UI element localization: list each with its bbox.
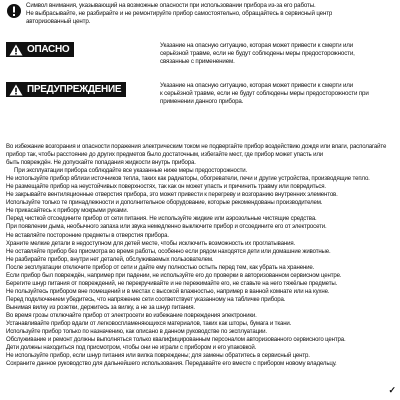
warning-triangle-icon bbox=[9, 44, 23, 56]
instruction-line: Не закрывайте вентиляционные отверстия прибора, это может привести к перегреву и возгоранию внутренних элементов. bbox=[6, 191, 338, 199]
warning-line: Указание на опасную ситуацию, которая может привести к смерти или bbox=[160, 82, 354, 89]
instruction-line: прибор так, чтобы расстояние до других предметов было достаточным, избегайте мест, где прибор может упасть или bbox=[6, 151, 324, 159]
instruction-line: Берегите шнур питания от повреждений, не перекручивайте и не пережимайте его, не ставьте на него тяжёлые предметы. bbox=[6, 279, 338, 287]
instruction-line: Дети должны находиться под присмотром, чтобы они не играли с прибором и его упаковкой. bbox=[6, 344, 257, 352]
intro-line: авторизованный центр. bbox=[26, 18, 91, 25]
instruction-line: Не используйте прибор, если шнур питания или вилка повреждены; для замены обратитесь в сервисный центр. bbox=[6, 352, 310, 360]
danger-line: серьёзной травме, если не будут соблюдены меры предосторожности, bbox=[160, 50, 355, 57]
instruction-line: Во время грозы отключайте прибор от электросети во избежание повреждения электроники. bbox=[6, 311, 257, 319]
intro-notice bbox=[6, 2, 394, 26]
warning-line: к серьёзной травме, если не будут соблюдены меры предосторожности при bbox=[160, 90, 369, 97]
instruction-line: Используйте только те принадлежности и дополнительное оборудование, которые рекомендованы производителем. bbox=[6, 199, 323, 207]
instruction-line: Во избежание возгорания и опасности поражения электрическим током не подвергайте прибор воздействию дождя или влаги, располагайте bbox=[6, 143, 387, 150]
exclamation-circle-icon bbox=[6, 3, 22, 19]
warning-triangle-icon bbox=[9, 84, 23, 96]
danger-text bbox=[160, 42, 355, 66]
danger-label-text: ОПАСНО bbox=[27, 44, 70, 55]
instruction-line: Не вставляйте посторонние предметы в отверстия прибора. bbox=[6, 231, 169, 239]
instruction-line: Не прикасайтесь к прибору мокрыми руками. bbox=[6, 207, 129, 215]
warning-block bbox=[6, 82, 394, 105]
instruction-line: Не используйте прибор вблизи источников тепла, таких как радиаторы, обогреватели, печи и другие устройства, производящие тепло. bbox=[6, 175, 370, 183]
instruction-line: Обслуживание и ремонт должны выполняться только квалифицированным персоналом авторизованного сервисного центра. bbox=[6, 336, 346, 344]
safety-instructions bbox=[6, 143, 392, 368]
instruction-line: Не разбирайте прибор, внутри нет деталей, обслуживаемых пользователем. bbox=[6, 255, 214, 263]
danger-label bbox=[6, 42, 74, 57]
instruction-line: Сохраните данное руководство для дальнейшего использования. Передавайте его вместе с прибором новому владельцу. bbox=[6, 360, 337, 368]
instruction-line: Не размещайте прибор на неустойчивых поверхностях, так как он может упасть и причинить травму или повредиться. bbox=[6, 183, 326, 191]
instruction-line: Вынимая вилку из розетки, держитесь за вилку, а не за шнур питания. bbox=[6, 303, 195, 311]
instruction-line: После эксплуатации отключите прибор от сети и дайте ему полностью остыть перед тем, как убрать на хранение. bbox=[6, 263, 315, 271]
instruction-line: Устанавливайте прибор вдали от легковоспламеняющихся материалов, таких как шторы, бумага и ткани. bbox=[6, 320, 292, 328]
warning-label-text: ПРЕДУПРЕЖДЕНИЕ bbox=[27, 84, 122, 95]
instruction-line: Перед чисткой отсоедините прибор от сети питания. Не используйте жидкие или аэрозольные чистящие средства. bbox=[6, 215, 317, 223]
intro-line: Символ внимания, указывающий на возможные опасности при использовании прибора из-за его работы. bbox=[26, 2, 316, 9]
danger-line: связанные с применением. bbox=[160, 58, 235, 65]
warning-line: применении данного прибора. bbox=[160, 98, 244, 105]
instruction-line: Перед подключением убедитесь, что напряжение сети соответствует указанному на табличке прибора. bbox=[6, 295, 286, 303]
instruction-line: Не пользуйтесь прибором вне помещений и в местах с высокой влажностью, например в ванной комнате или на кухне. bbox=[6, 287, 330, 295]
instruction-line: Храните мелкие детали в недоступном для детей месте, чтобы исключить возможность их проглатывания. bbox=[6, 239, 296, 247]
instruction-line: При эксплуатации прибора соблюдайте все указанные ниже меры предосторожности. bbox=[14, 167, 248, 175]
instruction-line: Используйте прибор только по назначению, как описано в данном руководстве по эксплуатации. bbox=[6, 328, 267, 336]
danger-line: Указание на опасную ситуацию, которая может привести к смерти или bbox=[160, 42, 354, 49]
instruction-line: При появлении дыма, необычного запаха или звука немедленно выключите прибор и отсоедините его от электросети. bbox=[6, 223, 327, 231]
intro-text bbox=[26, 2, 332, 26]
instruction-line: быть повреждён. Не допускайте попадания жидкости внутрь прибора. bbox=[6, 159, 196, 167]
instruction-line: Не оставляйте прибор без присмотра во время работы, особенно если рядом находятся дети или домашние животные. bbox=[6, 247, 331, 255]
instruction-line: Если прибор был повреждён, например при падении, не используйте его до проверки в авторизованном сервисном центре. bbox=[6, 271, 342, 279]
intro-line: Не выбрасывайте, не разбирайте и не ремонтируйте прибор самостоятельно, обращайтесь в сервисный центр bbox=[26, 10, 333, 17]
warning-label bbox=[6, 82, 126, 97]
danger-block bbox=[6, 42, 394, 65]
page-mark: ✓ bbox=[388, 385, 396, 395]
warning-text bbox=[160, 82, 369, 106]
